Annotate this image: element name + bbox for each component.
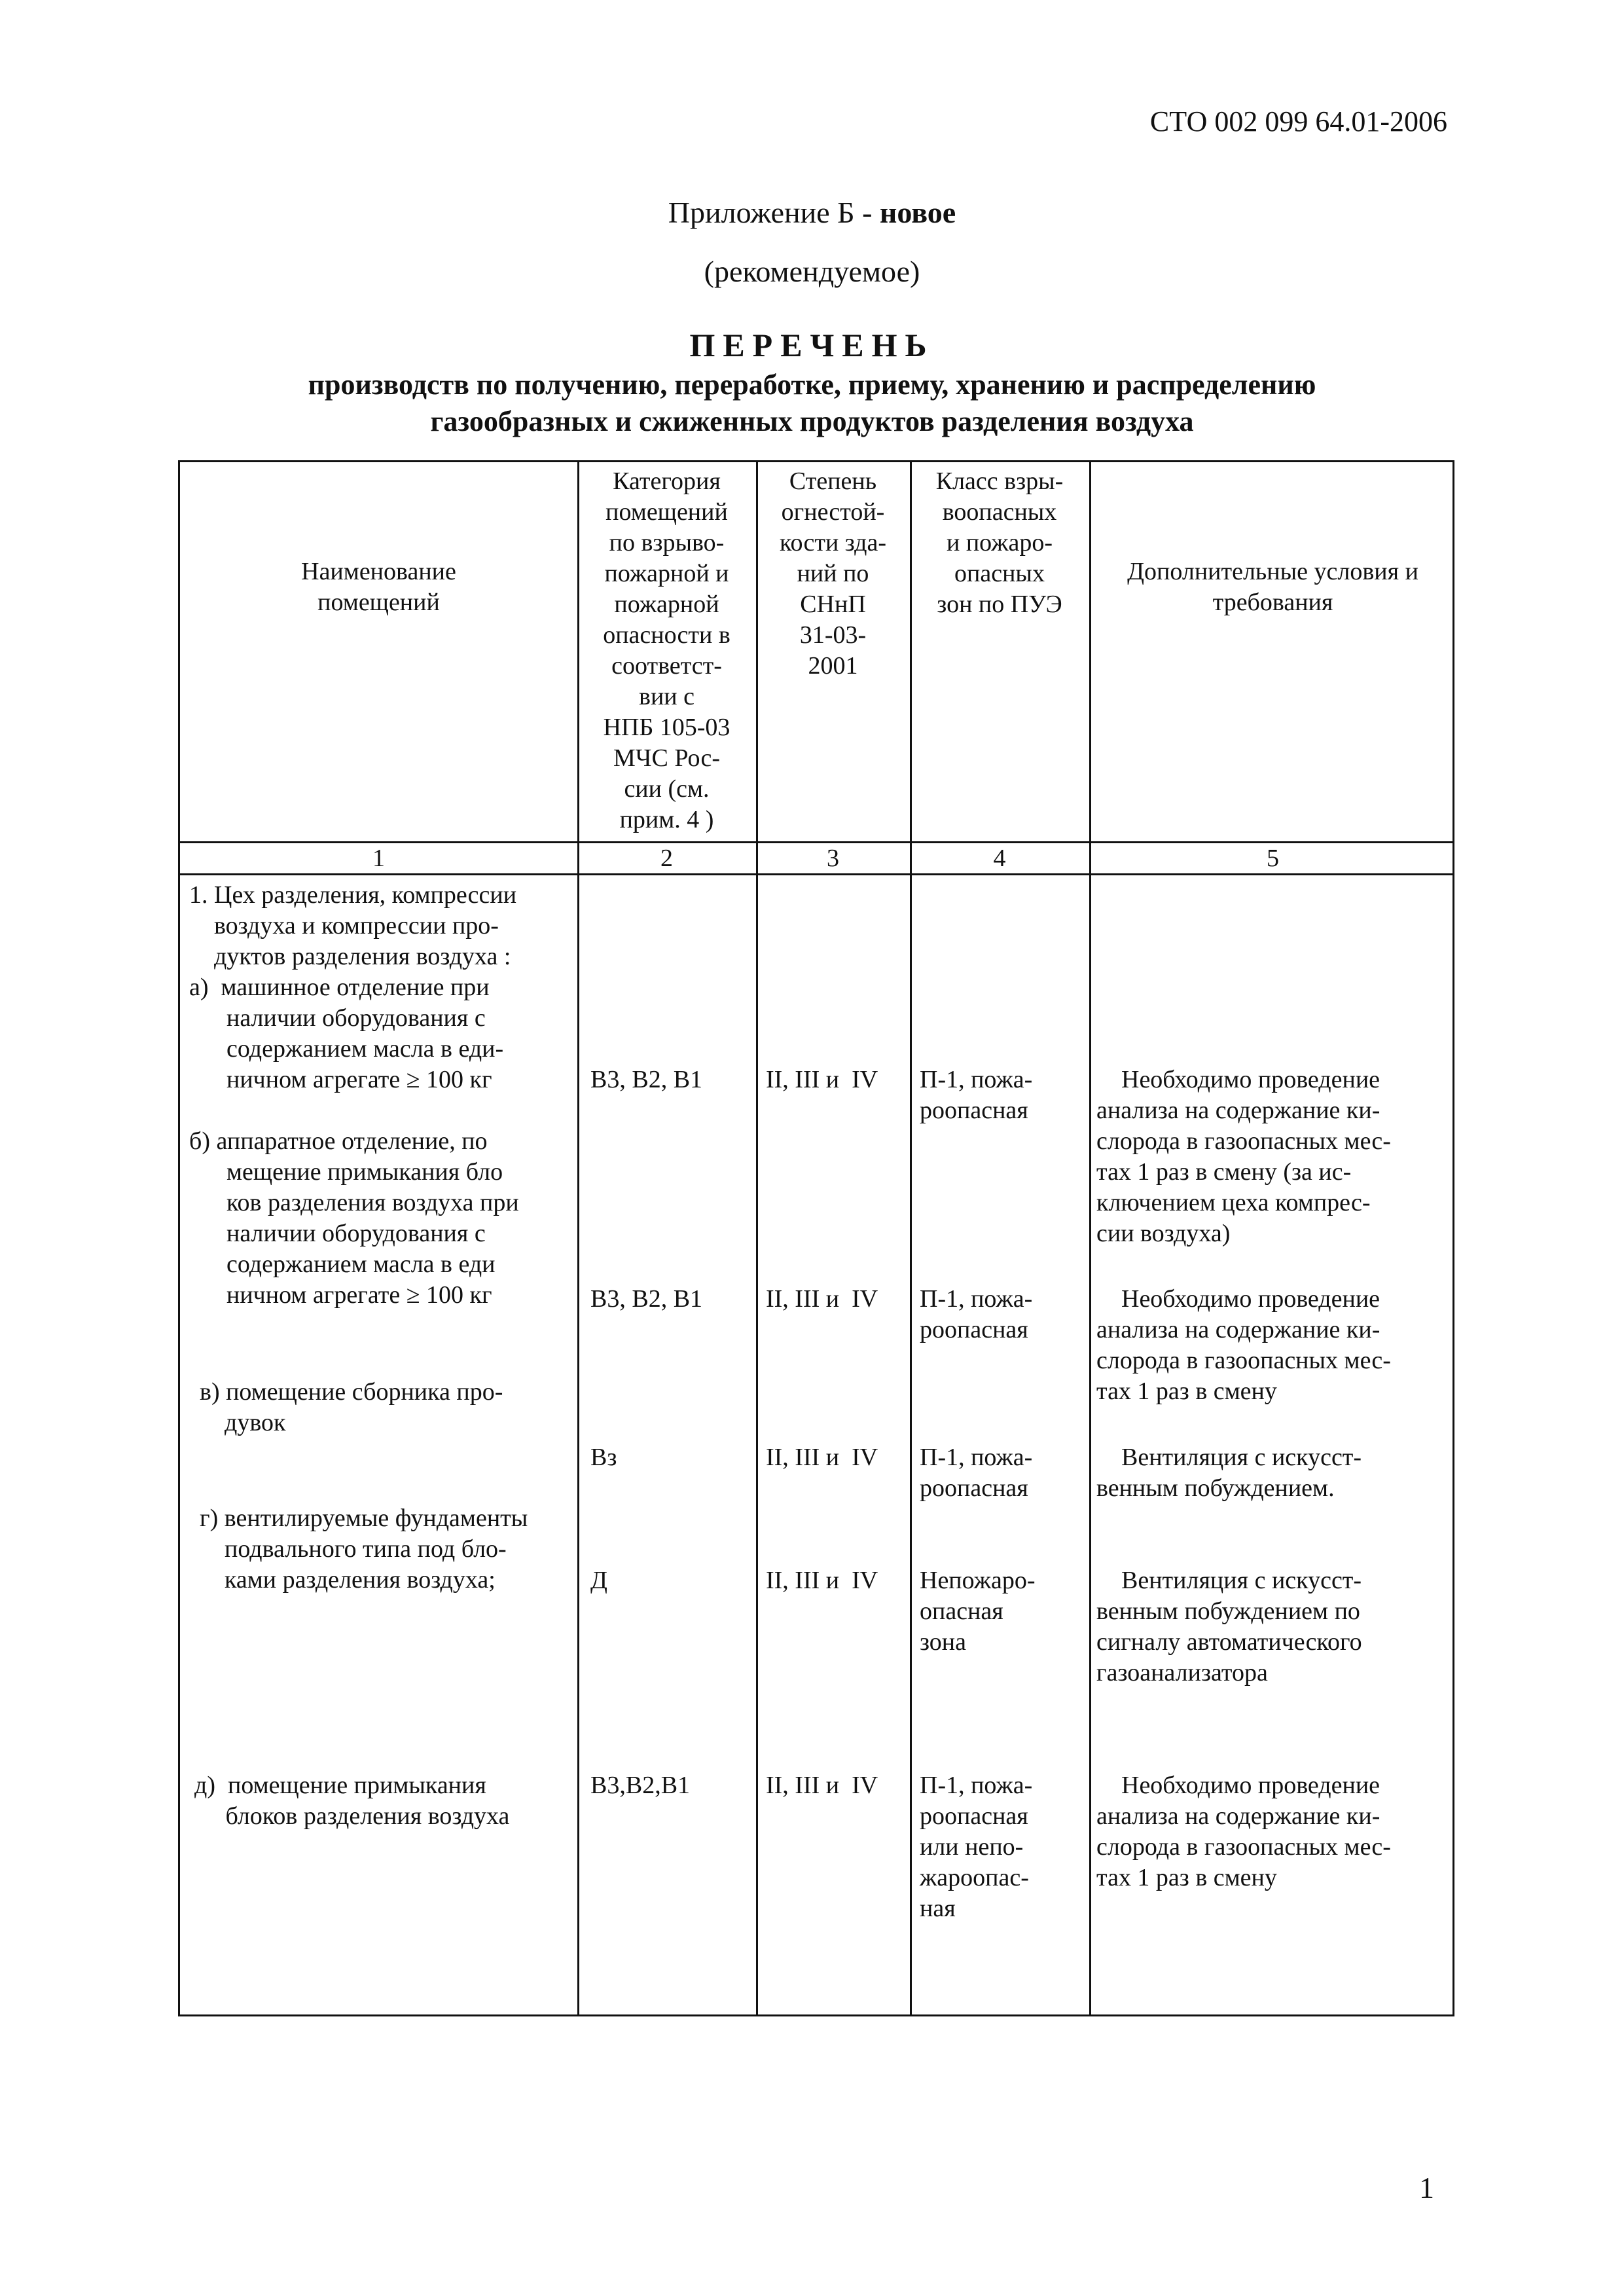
row-category: В3, В2, В1 [590, 1066, 703, 1093]
column-number: 1 [372, 845, 385, 872]
col-divider [1089, 462, 1091, 2014]
column-number: 2 [660, 845, 673, 872]
row-category: Д [590, 1567, 607, 1594]
row-zone-class: П-1, пожа- роопасная [920, 1444, 1033, 1502]
header-fire-resistance: Степень огнестой- кости зда- ний по СНнП 31-03- 2001 [780, 467, 886, 680]
document-title: ПЕРЕЧЕНЬ [689, 327, 935, 363]
row-fire-resistance: II, III и IV [766, 1285, 878, 1313]
row-conditions: Необходимо проведение анализа на содержание ки- слорода в газоопасных мес- тах 1 раз в смену [1096, 1285, 1391, 1405]
row-conditions: Необходимо проведение анализа на содержание ки- слорода в газоопасных мес- тах 1 раз в смену [1096, 1772, 1391, 1891]
header-category: Категория помещений по взрыво- пожарной и пожарной опасности в соответст- вии с НПБ 105-03 МЧС Рос- сии (см. прим. 4 ) [603, 467, 731, 833]
row-zone-class: П-1, пожа- роопасная [920, 1285, 1033, 1343]
row-category: В3,В2,В1 [590, 1772, 691, 1799]
row-fire-resistance: II, III и IV [766, 1444, 878, 1471]
column-number: 4 [993, 845, 1006, 872]
row-name: д) помещение примыкания блоков разделения воздуха [194, 1772, 510, 1830]
column-number: 3 [827, 845, 839, 872]
header-zone-class: Класс взры- воопасных и пожаро- опасных зон по ПУЭ [935, 467, 1064, 618]
appendix-status: новое [879, 196, 956, 229]
row-zone-class: П-1, пожа- роопасная [920, 1066, 1033, 1124]
row-name: г) вентилируемые фундаменты подвального типа под бло- ками разделения воздуха; [200, 1504, 528, 1594]
subtitle-line-2: газообразных и сжиженных продуктов разделения воздуха [430, 405, 1194, 437]
col-divider [910, 462, 912, 2014]
row-category: В3, В2, В1 [590, 1285, 703, 1313]
page-number: 1 [1419, 2171, 1434, 2204]
subtitle-line-1: производств по получению, переработке, приему, хранению и распределению [308, 369, 1316, 401]
row-conditions: Необходимо проведение анализа на содержание ки- слорода в газоопасных мес- тах 1 раз в смену (за ис- ключением цеха компрес- сии воздуха) [1096, 1066, 1391, 1247]
rooms-table [178, 460, 1454, 2016]
row-conditions: Вентиляция с искусст- венным побуждением. [1096, 1444, 1362, 1502]
document-subtitle [0, 367, 1624, 440]
column-number: 5 [1267, 845, 1279, 872]
col-divider [756, 462, 758, 2014]
row-name: а) машинное отделение при наличии оборудования с содержанием масла в еди- ничном агрегате ≥ 100 кг [189, 974, 504, 1093]
row-category: Вз [590, 1444, 617, 1471]
row-fire-resistance: II, III и IV [766, 1772, 878, 1799]
appendix-label: Приложение Б - [668, 196, 880, 229]
row-zone-class: П-1, пожа- роопасная или непо- жароопас- ная [920, 1772, 1033, 1922]
header-conditions: Дополнительные условия и требования [1127, 558, 1418, 616]
row-name: в) помещение сборника про- дувок [200, 1378, 503, 1436]
document-code: СТО 002 099 64.01-2006 [1149, 105, 1447, 137]
appendix-type: (рекомендуемое) [704, 255, 920, 288]
row-conditions: Вентиляция с искусст- венным побуждением по сигналу автоматического газоанализатора [1096, 1567, 1362, 1686]
section-title: 1. Цех разделения, компрессии воздуха и компрессии про- дуктов разделения воздуха : [189, 881, 517, 970]
row-fire-resistance: II, III и IV [766, 1567, 878, 1594]
row-fire-resistance: II, III и IV [766, 1066, 878, 1093]
row-name: б) аппаратное отделение, по мещение примыкания бло ков разделения воздуха при наличии оборудования с содержанием масла в еди ничном агрегате ≥ 100 кг [189, 1127, 519, 1309]
appendix-heading [0, 195, 1624, 230]
row-zone-class: Непожаро- опасная зона [920, 1567, 1036, 1656]
header-room-name: Наименование помещений [301, 558, 456, 616]
